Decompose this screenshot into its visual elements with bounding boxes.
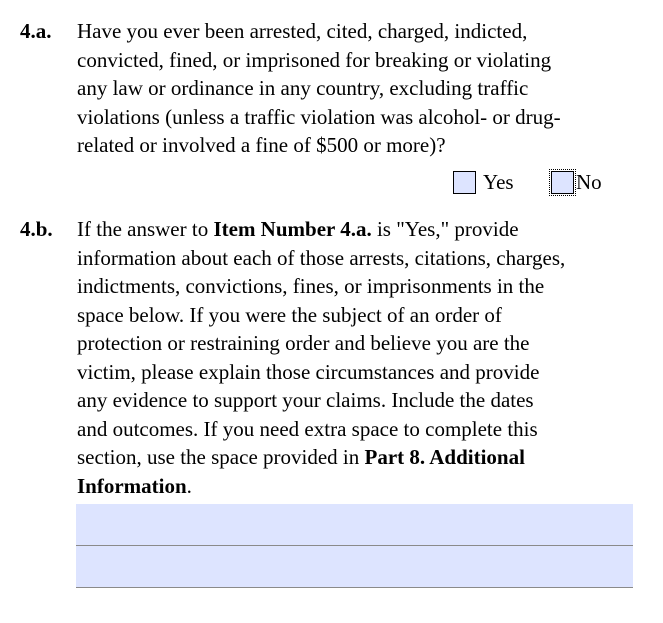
line-text: . [186,473,192,498]
question-4a-line: convicted, fined, or imprisoned for breaking or violating [77,47,552,72]
part-reference: Part 8. Additional [364,445,525,469]
question-4a-line: violations (unless a traffic violation was alcohol- or drug- [77,104,561,129]
answer-no-option [551,168,602,196]
item-reference: Item Number 4.a. [213,217,372,241]
question-4b-line: indictments, convictions, fines, or imprisonments in the [77,274,545,298]
question-4a-text [77,17,637,160]
question-4b-line: victim, please explain those circumstances and provide [77,359,540,384]
item-number-4a: 4.a. [20,19,52,43]
question-4b-line: any evidence to support your claims. Include the dates [77,388,534,412]
question-4b-text [77,215,637,500]
question-4b-line: protection or restraining order and believe you are the [77,331,530,355]
answer-yes-option [453,168,514,196]
question-4b-line [77,443,637,472]
part-reference: Information [77,473,187,498]
line-text: is "Yes," provide [371,217,519,241]
no-label: No [576,170,602,194]
explanation-field-1[interactable] [76,504,633,546]
question-4a-line: any law or ordinance in any country, excluding traffic [77,76,529,100]
question-4b-line [77,472,637,501]
line-text: section, use the space provided in [77,445,365,469]
question-4b-line: information about each of those arrests, citations, charges, [77,245,566,270]
line-text: If the answer to [77,217,214,241]
question-4a-line: related or involved a fine of $500 or more)? [77,133,446,157]
question-4b-line [77,215,637,244]
question-4b-line: and outcomes. If you need extra space to complete this [77,416,538,441]
yes-checkbox[interactable] [453,171,476,194]
question-4b-line: space below. If you were the subject of an order of [77,302,502,327]
no-checkbox[interactable] [551,171,574,194]
question-4a-line: Have you ever been arrested, cited, charged, indicted, [77,19,528,43]
yes-label: Yes [483,170,514,194]
item-number-4b: 4.b. [20,217,53,241]
explanation-field-2[interactable] [76,546,633,588]
